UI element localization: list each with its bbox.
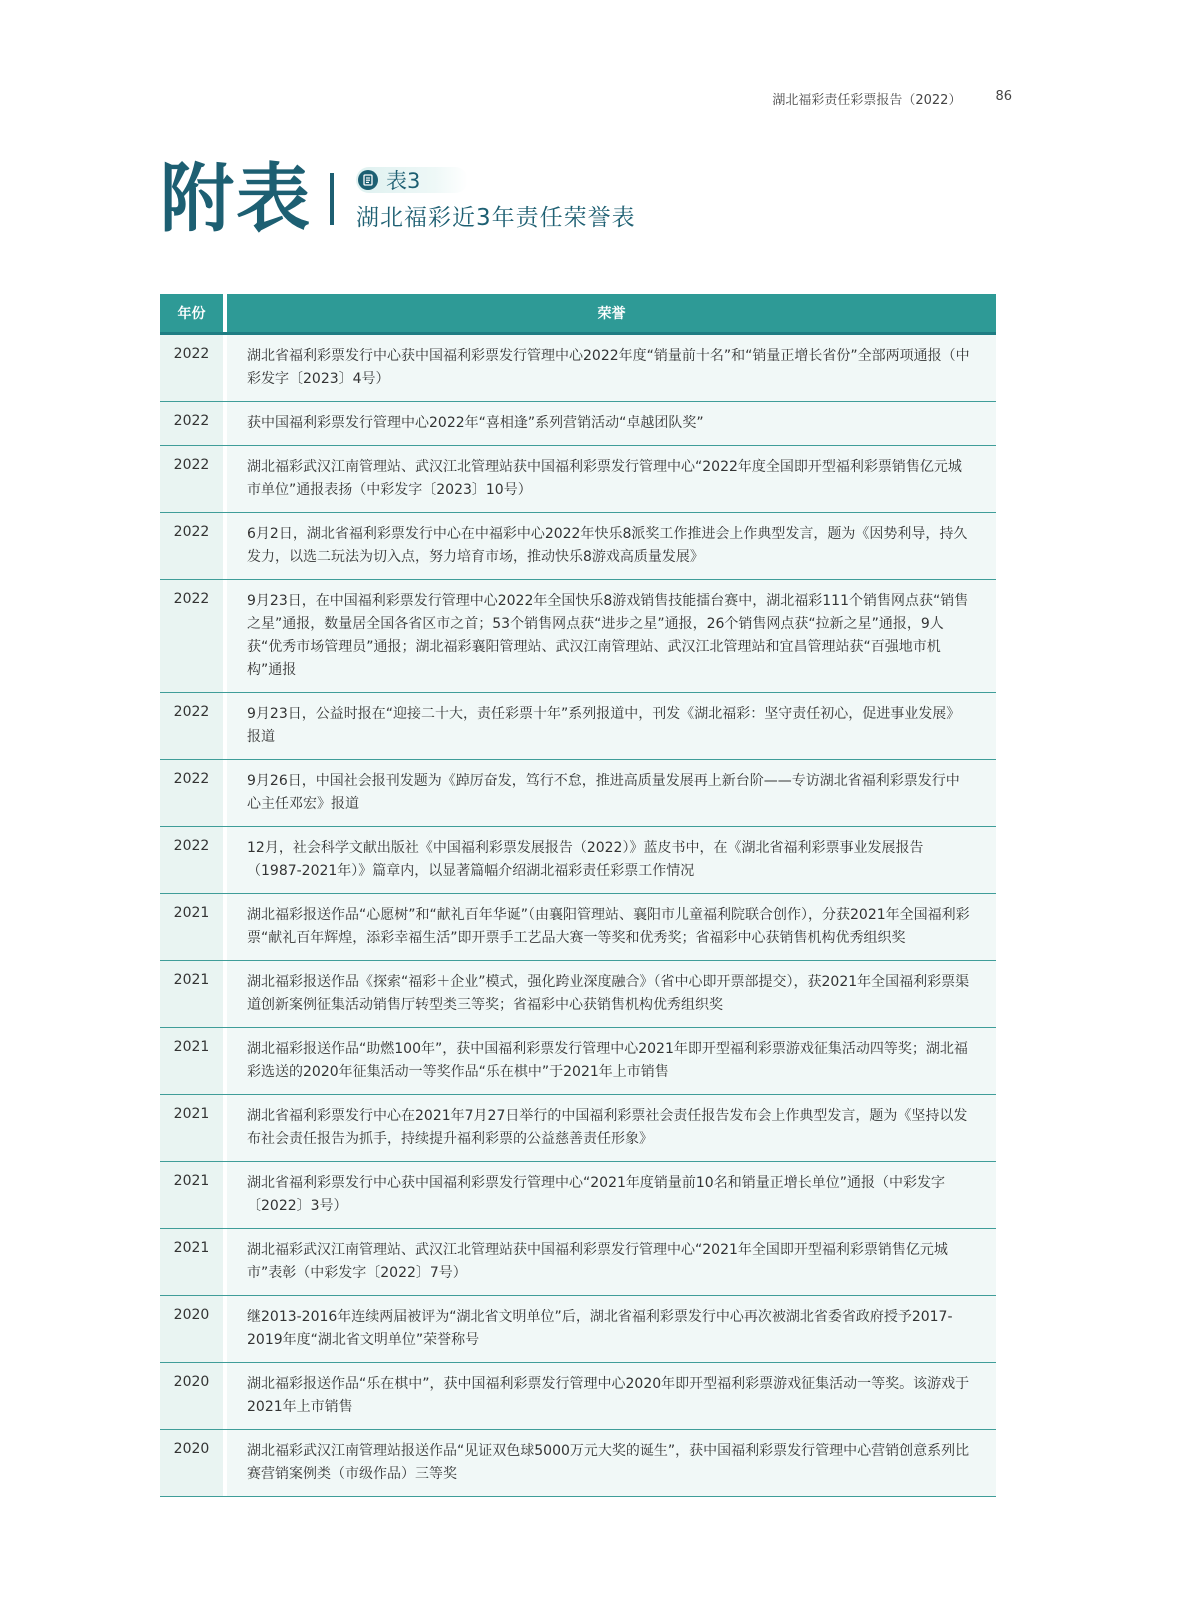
- table-row: [160, 580, 996, 693]
- document-list-icon: [358, 170, 378, 190]
- table-row: [160, 827, 996, 894]
- table-row: [160, 402, 996, 446]
- table-tag: [356, 167, 468, 193]
- table-row: [160, 335, 996, 402]
- honor-cell: 继2013-2016年连续两届被评为“湖北省文明单位”后，湖北省福利彩票发行中心再次被湖北省委省政府授予2017-2019年度“湖北省文明单位”荣誉称号: [227, 1296, 996, 1362]
- year-cell: 2020: [160, 1430, 223, 1496]
- year-cell: 2022: [160, 827, 223, 893]
- subtitle-group: [356, 167, 636, 232]
- honor-cell: 6月2日，湖北省福利彩票发行中心在中福彩中心2022年快乐8派奖工作推进会上作典型发言，题为《因势利导，持久发力，以选二玩法为切入点，努力培育市场，推动快乐8游戏高质量发展》: [227, 513, 996, 579]
- title-block: [160, 156, 636, 242]
- column-header-honor: 荣誉: [227, 294, 996, 332]
- honor-table: [160, 294, 996, 1497]
- honor-cell: 湖北省福利彩票发行中心获中国福利彩票发行管理中心2022年度“销量前十名”和“销量正增长省份”全部两项通报（中彩发字〔2023〕4号）: [227, 335, 996, 401]
- year-cell: 2021: [160, 1162, 223, 1228]
- year-cell: 2021: [160, 1095, 223, 1161]
- column-header-year: 年份: [160, 294, 223, 332]
- honor-cell: 9月23日，在中国福利彩票发行管理中心2022年全国快乐8游戏销售技能擂台赛中，湖北福彩111个销售网点获“销售之星”通报，数量居全国各省区市之首；53个销售网点获“进步之星”通报，26个销售网点获“拉新之星”通报，9人获“优秀市场管理员”通报；湖北福彩襄阳管理站、武汉江南管理站、武汉江北管理站和宜昌管理站获“百强地市机构”通报: [227, 580, 996, 692]
- honor-cell: 湖北福彩报送作品“心愿树”和“献礼百年华诞”（由襄阳管理站、襄阳市儿童福利院联合创作），分获2021年全国福利彩票“献礼百年辉煌，添彩幸福生活”即开票手工艺品大赛一等奖和优秀奖；省福彩中心获销售机构优秀组织奖: [227, 894, 996, 960]
- report-title: 湖北福彩责任彩票报告（2022）: [772, 93, 962, 108]
- running-header: [772, 89, 1012, 108]
- year-cell: 2022: [160, 580, 223, 692]
- table-subtitle: 湖北福彩近3年责任荣誉表: [356, 204, 636, 231]
- table-row: [160, 1296, 996, 1363]
- table-row: [160, 760, 996, 827]
- year-cell: 2021: [160, 1229, 223, 1295]
- year-cell: 2022: [160, 335, 223, 401]
- title-divider: [330, 173, 334, 225]
- table-row: [160, 1430, 996, 1497]
- table-body: [160, 335, 996, 1497]
- honor-cell: 9月23日，公益时报在“迎接二十大，责任彩票十年”系列报道中，刊发《湖北福彩：坚守责任初心，促进事业发展》报道: [227, 693, 996, 759]
- table-row: [160, 513, 996, 580]
- table-row: [160, 1162, 996, 1229]
- table-header: [160, 294, 996, 335]
- honor-cell: 湖北福彩报送作品“助燃100年”，获中国福利彩票发行管理中心2021年即开型福利彩票游戏征集活动四等奖；湖北福彩选送的2020年征集活动一等奖作品“乐在棋中”于2021年上市销售: [227, 1028, 996, 1094]
- honor-cell: 9月26日，中国社会报刊发题为《踔厉奋发，笃行不怠，推进高质量发展再上新台阶——专访湖北省福利彩票发行中心主任邓宏》报道: [227, 760, 996, 826]
- table-row: [160, 1363, 996, 1430]
- year-cell: 2020: [160, 1296, 223, 1362]
- honor-cell: 湖北福彩报送作品“乐在棋中”，获中国福利彩票发行管理中心2020年即开型福利彩票游戏征集活动一等奖。该游戏于2021年上市销售: [227, 1363, 996, 1429]
- year-cell: 2021: [160, 1028, 223, 1094]
- table-row: [160, 894, 996, 961]
- year-cell: 2022: [160, 446, 223, 512]
- honor-cell: 湖北福彩武汉江南管理站、武汉江北管理站获中国福利彩票发行管理中心“2022年度全国即开型福利彩票销售亿元城市单位”通报表扬（中彩发字〔2023〕10号）: [227, 446, 996, 512]
- year-cell: 2022: [160, 693, 223, 759]
- table-row: [160, 1095, 996, 1162]
- table-row: [160, 961, 996, 1028]
- honor-cell: 湖北省福利彩票发行中心在2021年7月27日举行的中国福利彩票社会责任报告发布会上作典型发言，题为《坚持以发布社会责任报告为抓手，持续提升福利彩票的公益慈善责任形象》: [227, 1095, 996, 1161]
- year-cell: 2022: [160, 513, 223, 579]
- year-cell: 2021: [160, 961, 223, 1027]
- honor-cell: 获中国福利彩票发行管理中心2022年“喜相逢”系列营销活动“卓越团队奖”: [227, 402, 996, 445]
- table-row: [160, 693, 996, 760]
- table-tag-label: 表3: [386, 168, 421, 193]
- year-cell: 2020: [160, 1363, 223, 1429]
- table-row: [160, 446, 996, 513]
- year-cell: 2021: [160, 894, 223, 960]
- honor-cell: 湖北省福利彩票发行中心获中国福利彩票发行管理中心“2021年度销量前10名和销量正增长单位”通报（中彩发字〔2022〕3号）: [227, 1162, 996, 1228]
- honor-cell: 12月，社会科学文献出版社《中国福利彩票发展报告（2022）》蓝皮书中，在《湖北省福利彩票事业发展报告（1987-2021年）》篇章内，以显著篇幅介绍湖北福彩责任彩票工作情况: [227, 827, 996, 893]
- year-cell: 2022: [160, 402, 223, 445]
- page-number: 86: [995, 89, 1012, 104]
- table-row: [160, 1028, 996, 1095]
- honor-cell: 湖北福彩武汉江南管理站、武汉江北管理站获中国福利彩票发行管理中心“2021年全国即开型福利彩票销售亿元城市”表彰（中彩发字〔2022〕7号）: [227, 1229, 996, 1295]
- table-row: [160, 1229, 996, 1296]
- year-cell: 2022: [160, 760, 223, 826]
- honor-cell: 湖北福彩报送作品《探索“福彩＋企业”模式，强化跨业深度融合》（省中心即开票部提交），获2021年全国福利彩票渠道创新案例征集活动销售厅转型类三等奖；省福彩中心获销售机构优秀组织奖: [227, 961, 996, 1027]
- honor-cell: 湖北福彩武汉江南管理站报送作品“见证双色球5000万元大奖的诞生”，获中国福利彩票发行管理中心营销创意系列比赛营销案例类（市级作品）三等奖: [227, 1430, 996, 1496]
- appendix-title: 附表: [160, 156, 312, 242]
